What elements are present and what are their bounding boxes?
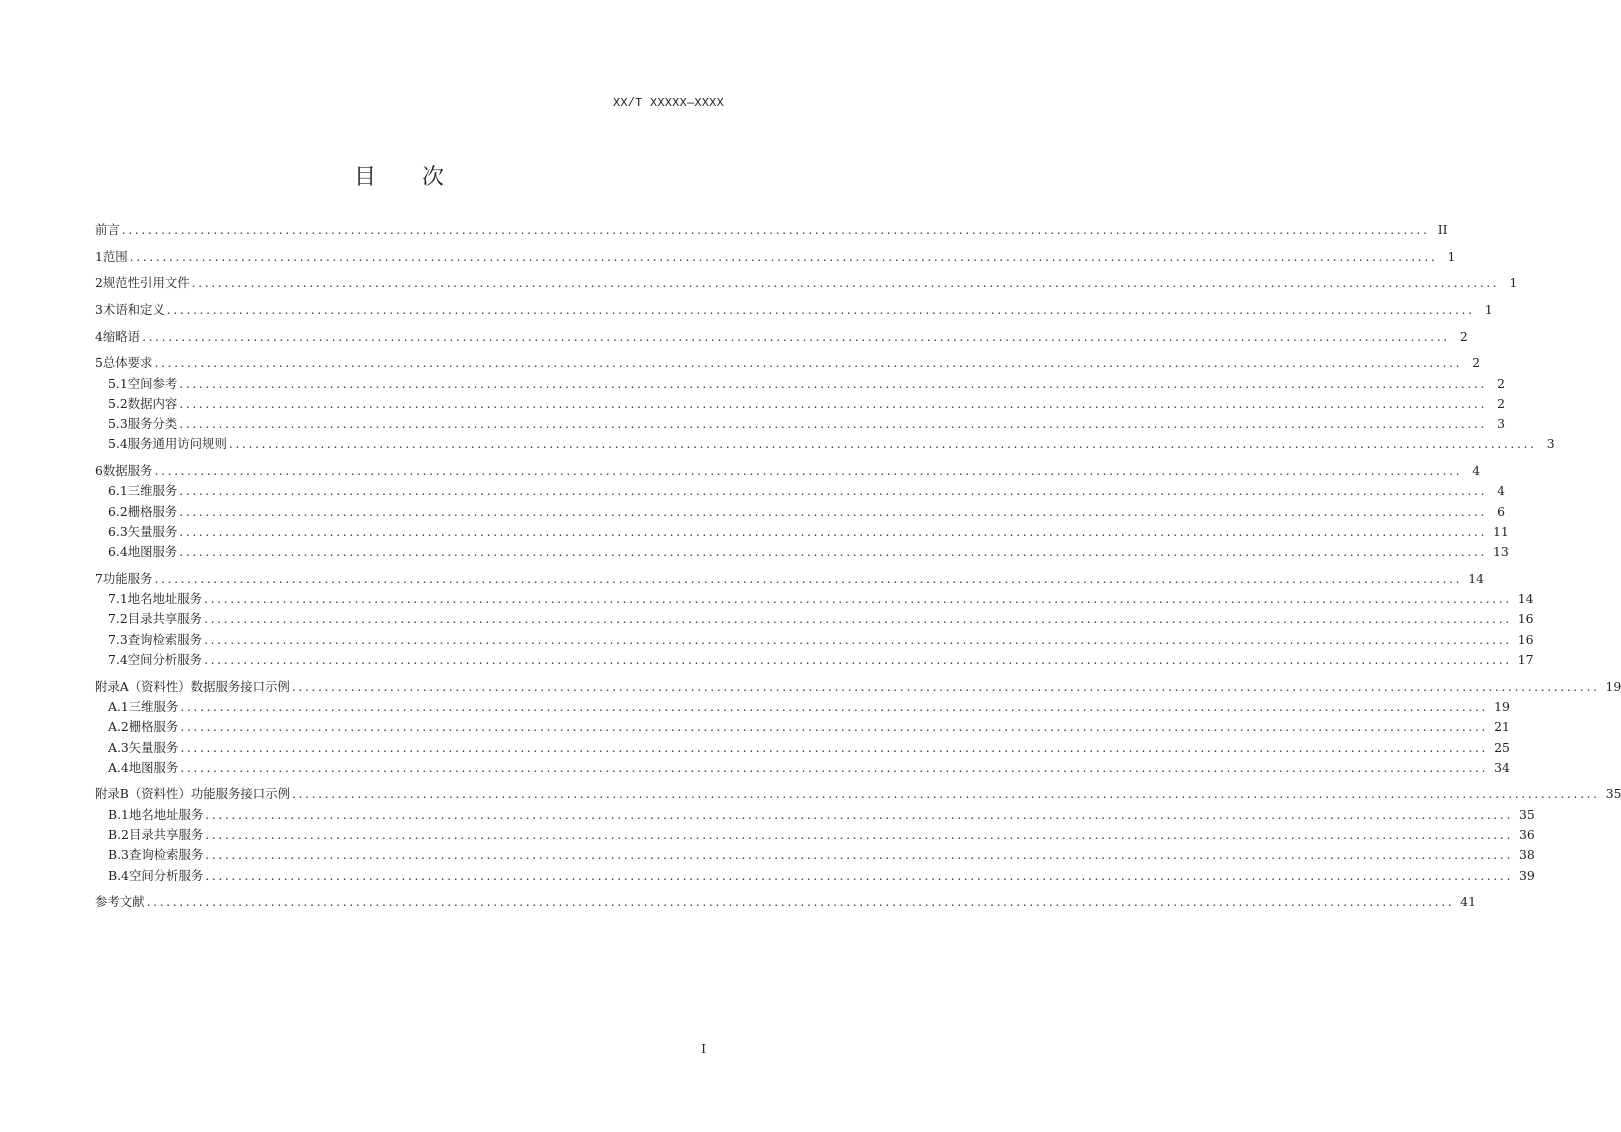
toc-entry-number: 5.1 [108,375,128,391]
toc-entry[interactable] [95,273,1518,293]
toc-entry-number: 7.2 [108,611,128,627]
toc-entry-page: 34 [1494,759,1510,775]
toc-entry-label: 地名地址服务 [128,806,204,822]
toc-entry-page: 2 [1497,395,1506,411]
toc-entry-page: 4 [1472,463,1481,479]
toc-entry[interactable] [95,247,1456,267]
toc-entry-page: 2 [1459,328,1468,344]
table-of-contents [95,220,1621,912]
toc-entry[interactable] [95,676,1621,696]
toc-entry-number: 1 [95,248,103,264]
toc-dot-leader: ........................................................................................................................................................................................................ [154,570,1463,586]
toc-entry-number: A.2 [108,719,129,735]
toc-subentry[interactable] [95,434,1555,454]
toc-entry-page: 39 [1519,867,1535,883]
toc-entry-page: 13 [1493,544,1509,560]
toc-entry-label: 目录共享服务 [127,611,203,627]
toc-dot-leader: ........................................................................................................................................................................................................ [180,739,1489,755]
footer-page-number: I [701,1042,706,1056]
toc-entry-page: 14 [1468,570,1484,586]
toc-entry-number: 5.4 [108,436,128,452]
toc-dot-leader: ........................................................................................................................................................................................................ [179,395,1488,411]
toc-subentry[interactable] [95,522,1509,542]
toc-subentry[interactable] [95,373,1506,393]
toc-subentry[interactable] [95,589,1534,609]
toc-dot-leader: ........................................................................................................................................................................................................ [180,759,1489,775]
toc-dot-leader: ........................................................................................................................................................................................................ [121,222,1430,238]
toc-subentry[interactable] [95,825,1535,845]
toc-entry-label: 矢量服务 [128,739,179,755]
toc-dot-leader: ........................................................................................................................................................................................................ [205,806,1514,822]
toc-entry-label: 数据服务 [102,463,153,479]
page-title [0,160,800,191]
toc-subentry[interactable] [95,629,1534,649]
toc-entry-label: 规范性引用文件 [102,275,190,291]
toc-entry-label: 范围 [102,248,128,264]
toc-dot-leader: ........................................................................................................................................................................................................ [291,786,1600,802]
toc-entry-page: 2 [1497,375,1506,391]
toc-dot-leader: ........................................................................................................................................................................................................ [154,463,1463,479]
toc-entry-label: 地图服务 [127,544,178,560]
toc-dot-leader: ........................................................................................................................................................................................................ [180,698,1489,714]
toc-entry-label: 总体要求 [102,355,153,371]
toc-entry-label: 服务分类 [127,416,178,432]
toc-entry-label: 术语和定义 [102,302,165,318]
toc-entry-number: 6.3 [108,523,128,539]
toc-entry-page: 35 [1519,806,1535,822]
toc-dot-leader: ........................................................................................................................................................................................................ [179,416,1488,432]
toc-entry-number: 6 [95,463,103,479]
toc-entry-number: B.3 [108,847,129,863]
toc-entry-page: 17 [1517,652,1534,668]
toc-dot-leader: ........................................................................................................................................................................................................ [142,328,1450,344]
toc-entry[interactable] [95,461,1481,481]
toc-entry-label: 地名地址服务 [127,591,203,607]
toc-entry-label: 三维服务 [128,698,179,714]
toc-dot-leader: ........................................................................................................................................................................................................ [179,375,1488,391]
toc-entry-page: 3 [1497,416,1506,432]
toc-entry-page: 1 [1484,302,1493,318]
toc-entry-label: 目录共享服务 [128,826,204,842]
toc-dot-leader: ........................................................................................................................................................................................................ [166,302,1475,318]
toc-entry-page: 14 [1517,591,1534,607]
toc-entry-label: 附录A（资料性）数据服务接口示例 [95,678,290,694]
toc-entry-page: 3 [1546,436,1555,452]
toc-subentry[interactable] [95,717,1510,737]
toc-entry-page: 35 [1605,786,1621,802]
toc-entry-page: 25 [1494,739,1510,755]
toc-entry-label: 栅格服务 [127,503,178,519]
toc-entry-number: 5.3 [108,416,128,432]
toc-entry-label: 空间分析服务 [127,652,203,668]
toc-entry-page: 41 [1460,894,1477,910]
toc-subentry[interactable] [95,650,1534,670]
toc-entry-label: 空间分析服务 [128,867,204,883]
toc-entry-label: 地图服务 [128,759,179,775]
toc-subentry[interactable] [95,845,1535,865]
toc-entry-label: 参考文献 [95,894,145,910]
toc-dot-leader: ........................................................................................................................................................................................................ [191,275,1500,291]
toc-subentry[interactable] [95,804,1535,824]
toc-entry-label: 空间参考 [127,375,178,391]
toc-entry[interactable] [95,326,1468,346]
toc-entry-label: 附录B（资料性）功能服务接口示例 [95,786,290,802]
toc-entry-page: 38 [1519,847,1535,863]
toc-dot-leader: ........................................................................................................................................................................................................ [204,652,1512,668]
toc-subentry[interactable] [95,865,1535,885]
toc-entry-number: 2 [95,275,103,291]
toc-entry[interactable] [95,220,1448,240]
toc-entry-page: 16 [1517,611,1534,627]
toc-entry-label: 查询检索服务 [127,631,203,647]
toc-subentry[interactable] [95,609,1534,629]
toc-dot-leader: ........................................................................................................................................................................................................ [205,867,1514,883]
toc-dot-leader: ........................................................................................................................................................................................................ [204,591,1512,607]
document-code: XX/T XXXXX—XXXX [612,96,724,110]
toc-dot-leader: ........................................................................................................................................................................................................ [180,719,1489,735]
toc-entry-label: 功能服务 [102,570,153,586]
toc-dot-leader: ........................................................................................................................................................................................................ [154,355,1463,371]
toc-entry-label: 数据内容 [127,395,178,411]
toc-subentry[interactable] [95,501,1506,521]
toc-entry[interactable] [95,300,1493,320]
toc-entry-page: 19 [1494,698,1510,714]
toc-entry-label: 查询检索服务 [128,847,204,863]
toc-entry-page: 1 [1509,275,1518,291]
toc-entry-page: 6 [1497,503,1506,519]
toc-entry-number: B.4 [108,867,129,883]
toc-subentry[interactable] [95,737,1510,757]
toc-entry[interactable] [95,784,1621,804]
toc-entry-number: A.4 [108,759,129,775]
toc-dot-leader: ........................................................................................................................................................................................................ [204,631,1512,647]
toc-dot-leader: ........................................................................................................................................................................................................ [179,483,1488,499]
toc-entry-label: 矢量服务 [127,523,178,539]
toc-entry-number: 7 [95,570,103,586]
toc-entry-number: 7.4 [108,652,128,668]
toc-entry[interactable] [95,569,1484,589]
toc-dot-leader: ........................................................................................................................................................................................................ [205,847,1514,863]
toc-entry-label: 栅格服务 [128,719,179,735]
toc-subentry[interactable] [95,481,1506,501]
toc-entry-number: 6.1 [108,483,128,499]
toc-entry-page: 4 [1497,483,1506,499]
toc-dot-leader: ........................................................................................................................................................................................................ [146,894,1455,910]
toc-subentry[interactable] [95,414,1506,434]
toc-entry-number: B.2 [108,826,129,842]
toc-dot-leader: ........................................................................................................................................................................................................ [205,826,1514,842]
title-char-2: 次 [422,165,447,190]
toc-entry-number: A.1 [108,698,129,714]
toc-entry[interactable] [95,353,1481,373]
title-char-1: 目 [353,165,378,190]
toc-entry-label: 前言 [95,222,120,238]
toc-dot-leader: ........................................................................................................................................................................................................ [204,611,1512,627]
toc-subentry[interactable] [95,697,1510,717]
toc-subentry[interactable] [95,758,1510,778]
toc-entry-number: 5.2 [108,395,128,411]
toc-dot-leader: ........................................................................................................................................................................................................ [179,544,1488,560]
toc-entry-number: 5 [95,355,103,371]
toc-entry-number: B.1 [108,806,129,822]
toc-entry-label: 服务通用访问规则 [127,436,227,452]
toc-entry-number: 7.3 [108,631,128,647]
toc-entry-number: A.3 [108,739,129,755]
toc-entry-page: 36 [1519,826,1535,842]
toc-dot-leader: ........................................................................................................................................................................................................ [129,248,1438,264]
toc-entry-page: 19 [1605,678,1621,694]
toc-entry-page: 1 [1447,248,1456,264]
toc-entry-page: 16 [1517,631,1534,647]
toc-dot-leader: ........................................................................................................................................................................................................ [228,436,1537,452]
toc-entry-page: 21 [1494,719,1510,735]
toc-dot-leader: ........................................................................................................................................................................................................ [291,678,1600,694]
toc-entry-page: 2 [1472,355,1481,371]
toc-entry-number: 7.1 [108,591,128,607]
toc-dot-leader: ........................................................................................................................................................................................................ [179,523,1488,539]
toc-subentry[interactable] [95,394,1506,414]
toc-entry-number: 6.2 [108,503,128,519]
toc-entry-number: 3 [95,302,103,318]
toc-entry-label: 三维服务 [127,483,178,499]
toc-entry[interactable] [95,892,1477,912]
toc-entry-number: 6.4 [108,544,128,560]
toc-entry-page: II [1437,222,1448,238]
toc-entry-page: 11 [1493,523,1509,539]
toc-dot-leader: ........................................................................................................................................................................................................ [179,503,1488,519]
toc-subentry[interactable] [95,542,1509,562]
toc-entry-number: 4 [95,328,103,344]
toc-entry-label: 缩略语 [102,328,141,344]
